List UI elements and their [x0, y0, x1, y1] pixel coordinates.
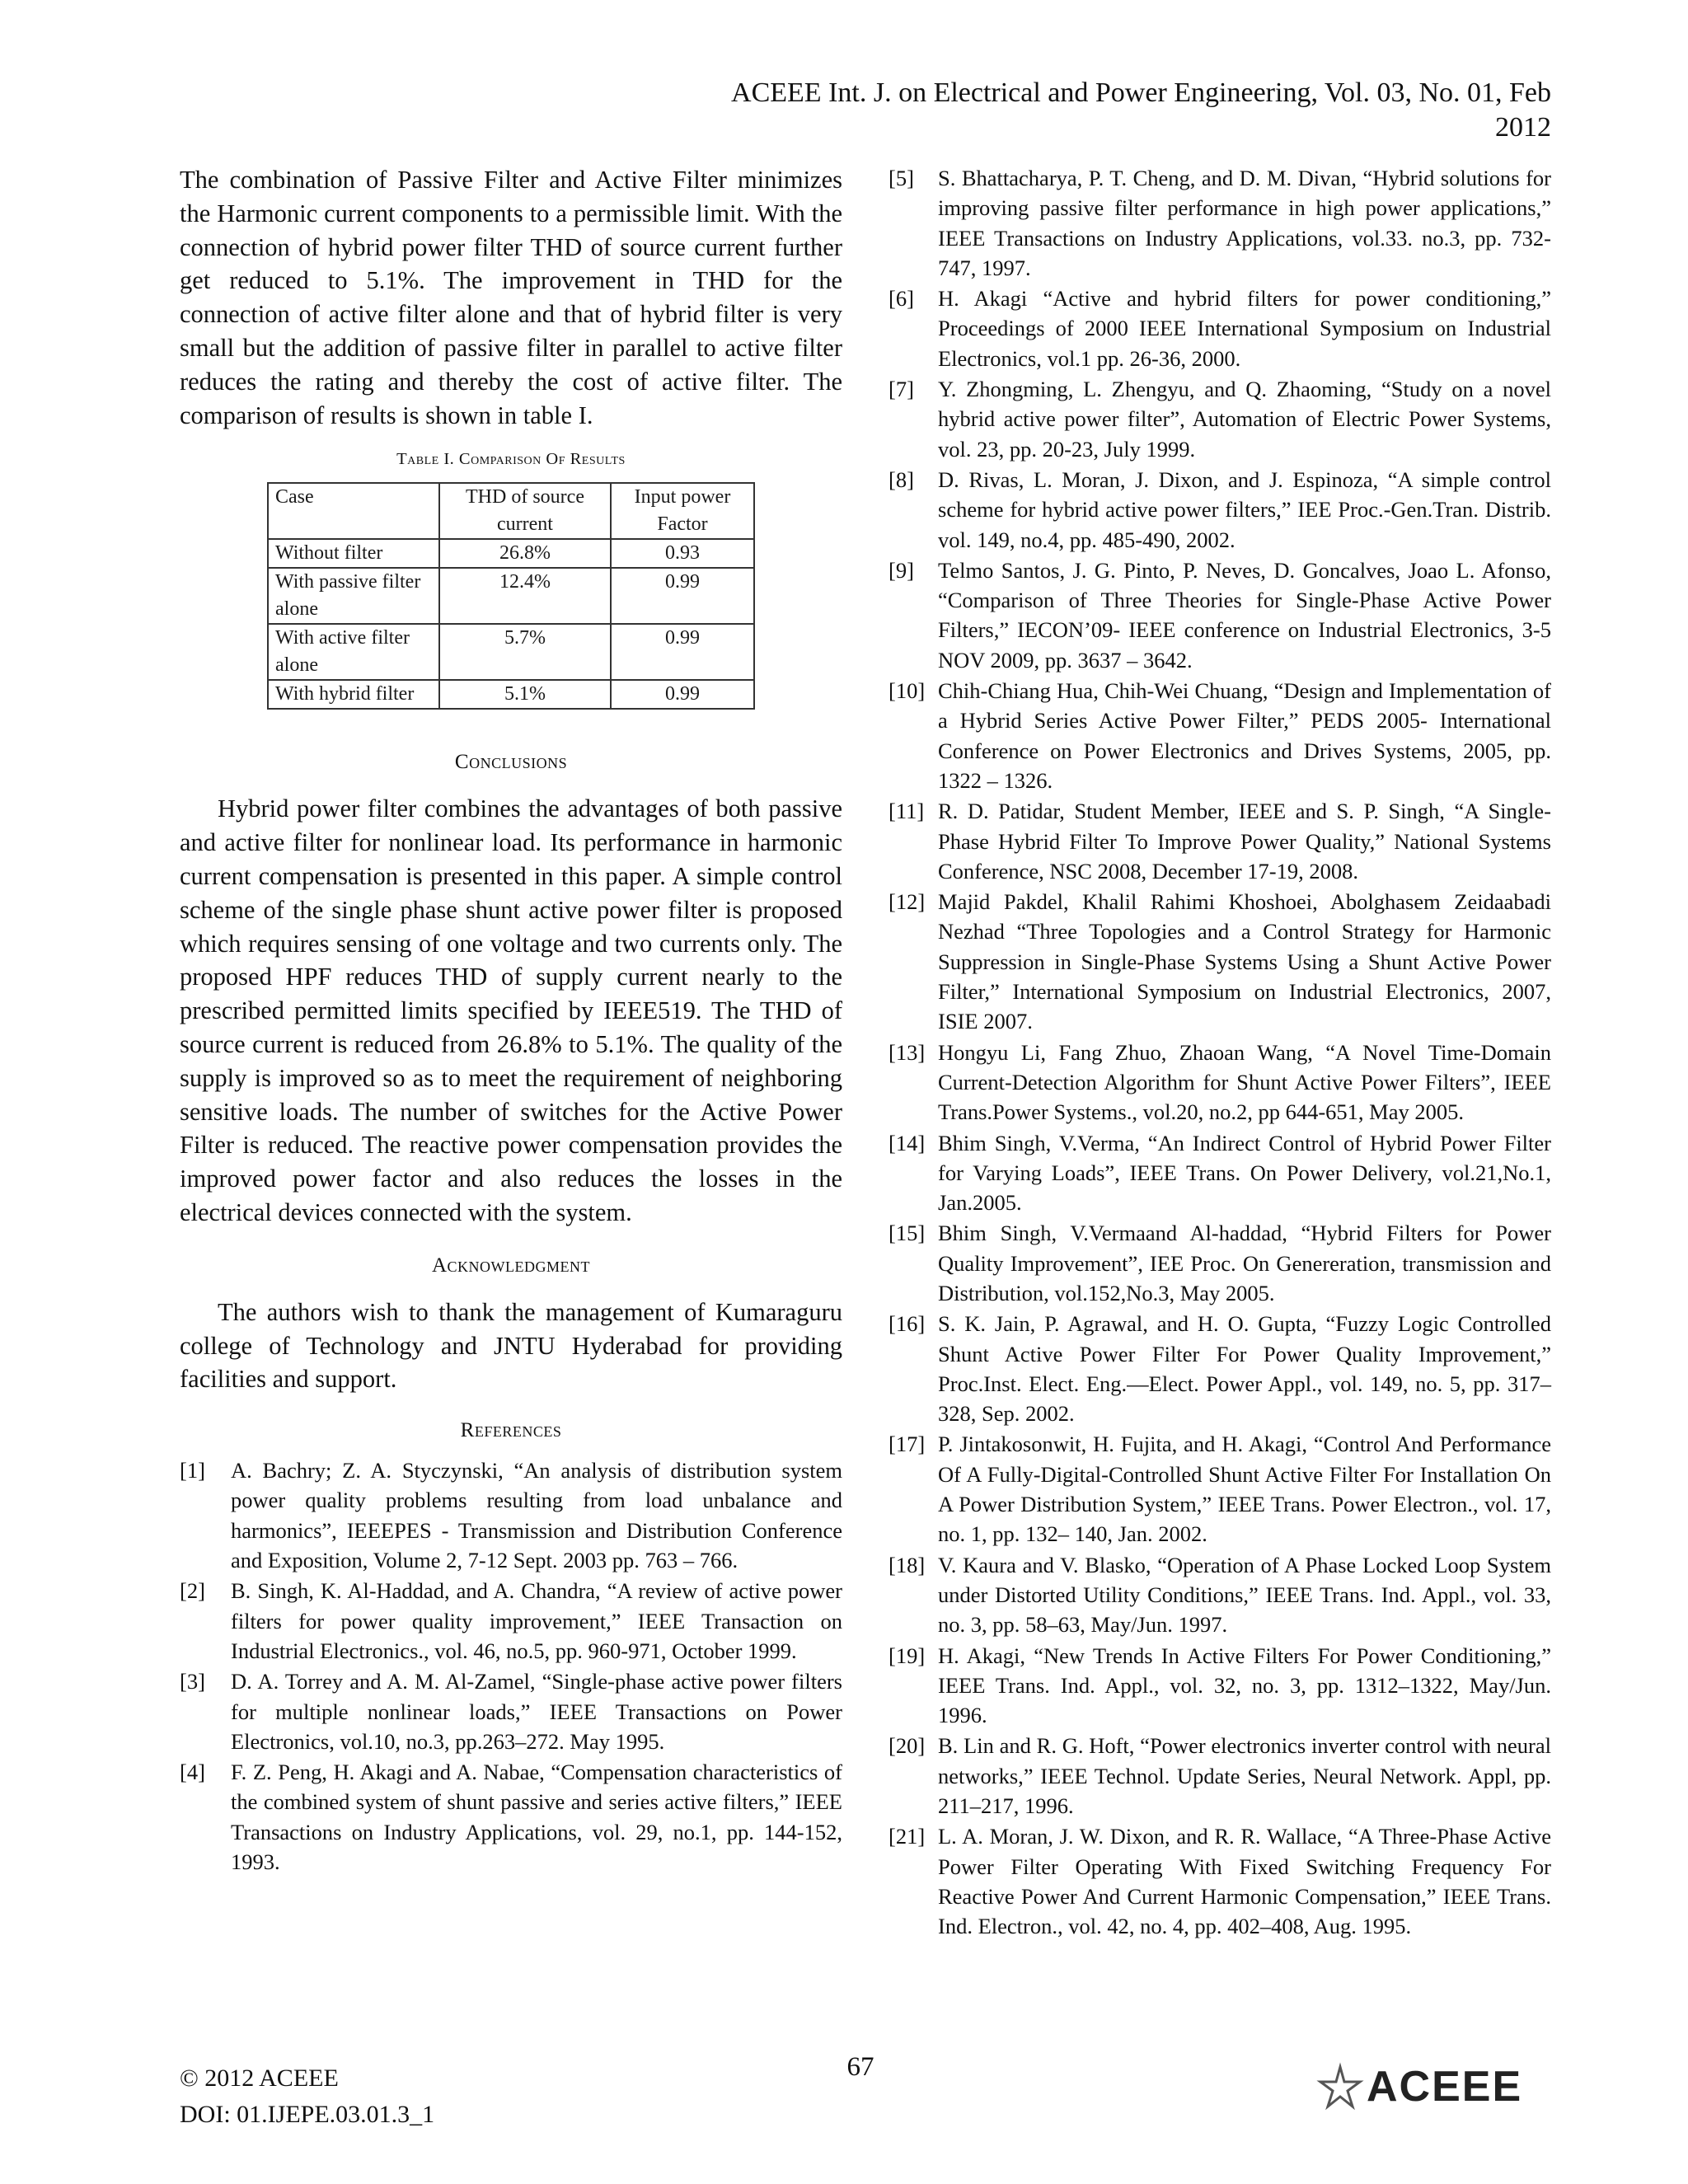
table-cell: 0.99 — [611, 624, 754, 680]
table-cell: 12.4% — [439, 568, 611, 624]
table-row — [268, 568, 754, 624]
acknowledgment-paragraph: The authors wish to thank the management of Kumaraguru college of Technology and JNTU Hyderabad for providing facilities and support. — [180, 1297, 842, 1394]
conclusions-paragraph: Hybrid power filter combines the advantages of both passive and active filter for nonlinear load. Its performance in harmonic current compensation is presented in this paper. A simple control scheme of the single phase shunt active power filter is proposed which requires sensing of one voltage and two currents only. The proposed HPF reduces THD of supply current nearly to the prescribed permitted limits specified by IEEE519. The THD of source current is reduced from 26.8% to 5.1%. The quality of the supply is improved so as to meet the requirement of neighboring sensitive loads. The number of switches for the Active Power Filter is reduced. The reactive power compensation provides the improved power factor and also reduces the losses in the electrical devices connected with the system. — [180, 794, 842, 1226]
table-row — [268, 539, 754, 568]
table-cell: With passive filter alone — [268, 568, 439, 624]
reference-text: H. Akagi “Active and hybrid filters for power conditioning,” Proceedings of 2000 IEEE International Symposium on Industrial Electronics, vol.1 pp. 26-36, 2000. — [938, 286, 1551, 371]
reference-text: Chih-Chiang Hua, Chih-Wei Chuang, “Design and Implementation of a Hybrid Series Active Power Filter,” PEDS 2005- International Conference on Power Electronics and Drives Systems, 2005, pp. 1322 – 1326. — [938, 678, 1551, 793]
reference-text: D. A. Torrey and A. M. Al-Zamel, “Single-phase active power filters for multiple nonlinear loads,” IEEE Transactions on Power Electronics, vol.10, no.3, pp.263–272. May 1995. — [231, 1669, 842, 1754]
table-header-cell: Case — [268, 483, 439, 539]
reference-text: L. A. Moran, J. W. Dixon, and R. R. Wallace, “A Three-Phase Active Power Filter Operating With Fixed Switching Frequency For Reactive Power And Current Harmonic Compensation,” IEEE Trans. Ind. Electron., vol. 42, no. 4, pp. 402–408, Aug. 1995. — [938, 1824, 1551, 1939]
reference-number: [16] — [889, 1311, 926, 1337]
reference-number: [18] — [889, 1552, 926, 1577]
reference-item — [180, 1757, 842, 1877]
left-column — [180, 163, 842, 1877]
conclusions-heading: Conclusions — [454, 751, 568, 774]
reference-text: A. Bachry; Z. A. Styczynski, “An analysis of distribution system power quality problems resulting from load unbalance and harmonics”, IEEEPES - Transmission and Distribution Conference and Exposition, Volume 2, 7-12 Sept. 2003 pp. 763 – 766. — [231, 1458, 842, 1573]
reference-text: P. Jintakosonwit, H. Fujita, and H. Akagi, “Control And Performance Of A Fully-Digital-Controlled Shunt Active Filter For Installation On A Power Distribution System,” IEEE Trans. Power Electron., vol. 17, no. 1, pp. 132– 140, Jan. 2002. — [938, 1432, 1551, 1547]
reference-number: [17] — [889, 1432, 926, 1457]
reference-item — [889, 1731, 1551, 1821]
reference-number: [1] — [180, 1458, 205, 1483]
reference-text: S. K. Jain, P. Agrawal, and H. O. Gupta, “Fuzzy Logic Controlled Shunt Active Power Filter For Power Quality Improvement,” Proc.Inst. Elect. Eng.—Elect. Power Appl., vol. 149, no. 5, pp. 317–328, Sep. 2002. — [938, 1311, 1551, 1427]
table-cell: With hybrid filter — [268, 680, 439, 709]
reference-number: [7] — [889, 377, 914, 402]
reference-item — [180, 1666, 842, 1756]
reference-item — [889, 1550, 1551, 1640]
copyright-text: © 2012 ACEEE — [180, 2064, 339, 2092]
page-number: 67 — [846, 2052, 874, 2082]
aceee-logo — [1315, 2060, 1554, 2110]
reference-number: [11] — [889, 799, 925, 824]
reference-text: S. Bhattacharya, P. T. Cheng, and D. M. Divan, “Hybrid solutions for improving passive filter performance in high power applications,” IEEE Transactions on Industry Applications, vol.33. no.3, pp. 732-747, 1997. — [938, 166, 1551, 280]
reference-text: Majid Pakdel, Khalil Rahimi Khoshoei, Abolghasem Zeidaabadi Nezhad “Three Topologies and a Control Strategy for Harmonic Suppression in Single-Phase Systems Using a Shunt Active Power Filter,” International Symposium on Industrial Electronics, 2007, ISIE 2007. — [938, 889, 1551, 1034]
reference-item — [889, 465, 1551, 555]
reference-text: Telmo Santos, J. G. Pinto, P. Neves, D. Goncalves, Joao L. Afonso, “Comparison of Three Theories for Single-Phase Active Power Filters,” IECON’09- IEEE conference on Industrial Electronics, 3-5 NOV 2009, pp. 3637 – 3642. — [938, 557, 1551, 673]
table-header-row — [268, 483, 754, 539]
reference-number: [20] — [889, 1733, 926, 1759]
reference-text: Bhim Singh, V.Verma, “An Indirect Control of Hybrid Power Filter for Varying Loads”, IEEE Trans. On Power Delivery, vol.21,No.1, Jan.2005. — [938, 1130, 1551, 1216]
reference-number: [6] — [889, 286, 914, 312]
reference-item — [180, 1576, 842, 1666]
reference-text: Bhim Singh, V.Vermaand Al-haddad, “Hybrid Filters for Power Quality Improvement”, IEE Proc. On Genereration, transmission and Distribution, vol.152,No.3, May 2005. — [938, 1221, 1551, 1305]
table-cell: 0.99 — [611, 568, 754, 624]
references-heading: References — [460, 1419, 562, 1442]
reference-number: [9] — [889, 557, 914, 583]
reference-number: [14] — [889, 1130, 926, 1155]
acknowledgment-heading: Acknowledgment — [431, 1254, 591, 1277]
reference-item — [889, 1821, 1551, 1941]
reference-number: [21] — [889, 1824, 926, 1849]
reference-item — [889, 1309, 1551, 1428]
doi-text: DOI: 01.IJEPE.03.01.3_1 — [180, 2101, 435, 2128]
reference-number: [4] — [180, 1760, 205, 1785]
table-cell: 0.93 — [611, 539, 754, 568]
star-icon — [1315, 2062, 1365, 2111]
table-row — [268, 624, 754, 680]
reference-number: [13] — [889, 1039, 926, 1065]
logo-wordmark: ACEEE — [1367, 2063, 1523, 2111]
reference-text: B. Lin and R. G. Hoft, “Power electronics inverter control with neural networks,” IEEE Technol. Update Series, Neural Network. Appl, pp. 211–217, 1996. — [938, 1733, 1551, 1819]
journal-header: ACEEE Int. J. on Electrical and Power Engineering, Vol. 03, No. 01, Feb 2012 — [731, 77, 1551, 143]
reference-text: R. D. Patidar, Student Member, IEEE and S. P. Singh, “A Single-Phase Hybrid Filter To Improve Power Quality,” National Systems Conference, NSC 2008, December 17-19, 2008. — [938, 799, 1551, 883]
results-table — [267, 482, 755, 710]
reference-text: Hongyu Li, Fang Zhuo, Zhaoan Wang, “A Novel Time-Domain Current-Detection Algorithm for Shunt Active Power Filters”, IEEE Trans.Power Systems., vol.20, no.2, pp 644-651, May 2005. — [938, 1039, 1551, 1125]
intro-paragraph: The combination of Passive Filter and Active Filter minimizes the Harmonic current components to a permissible limit. With the connection of hybrid power filter THD of source current further get reduced to 5.1%. The improvement in THD for the connection of active filter alone and that of hybrid filter is very small but the addition of passive filter in parallel to active filter reduces the rating and thereby the cost of active filter. The comparison of results is shown in table I. — [180, 166, 842, 429]
reference-text: H. Akagi, “New Trends In Active Filters For Power Conditioning,” IEEE Trans. Ind. Appl., vol. 32, no. 3, pp. 1312–1322, May/Jun. 1996. — [938, 1643, 1551, 1728]
reference-text: F. Z. Peng, H. Akagi and A. Nabae, “Compensation characteristics of the combined system of shunt passive and series active filters,” IEEE Transactions on Industry Applications, vol. 29, no.1, pp. 144-152, 1993. — [231, 1760, 842, 1874]
reference-item — [889, 1038, 1551, 1127]
table-caption: Table I. Comparison Of Results — [396, 450, 626, 469]
reference-item — [889, 676, 1551, 795]
reference-item — [889, 555, 1551, 675]
reference-item — [889, 374, 1551, 464]
reference-text: B. Singh, K. Al-Haddad, and A. Chandra, “A review of active power filters for power quality improvement,” IEEE Transaction on Industrial Electronics., vol. 46, no.5, pp. 960-971, October 1999. — [231, 1578, 842, 1663]
table-cell: 26.8% — [439, 539, 611, 568]
reference-number: [3] — [180, 1669, 205, 1694]
references-list-left — [180, 1455, 842, 1877]
reference-number: [15] — [889, 1221, 926, 1246]
reference-number: [10] — [889, 678, 926, 704]
reference-number: [5] — [889, 166, 914, 190]
table-row — [268, 680, 754, 709]
right-column — [889, 163, 1551, 1943]
reference-number: [12] — [889, 889, 926, 915]
references-list-right — [889, 163, 1551, 1942]
reference-text: V. Kaura and V. Blasko, “Operation of A Phase Locked Loop System under Distorted Utility Conditions,” IEEE Trans. Ind. Appl., vol. 33, no. 3, pp. 58–63, May/Jun. 1997. — [938, 1552, 1551, 1638]
reference-item — [889, 163, 1551, 283]
reference-item — [889, 1218, 1551, 1308]
reference-number: [8] — [889, 466, 914, 492]
reference-number: [19] — [889, 1643, 926, 1668]
reference-item — [889, 1641, 1551, 1731]
reference-number: [2] — [180, 1578, 205, 1604]
reference-item — [889, 284, 1551, 373]
table-cell: 5.7% — [439, 624, 611, 680]
reference-item — [889, 1429, 1551, 1549]
reference-text: D. Rivas, L. Moran, J. Dixon, and J. Espinoza, “A simple control scheme for hybrid active power filters,” IEE Proc.-Gen.Tran. Distrib. vol. 149, no.4, pp. 485-490, 2002. — [938, 466, 1551, 552]
reference-item — [889, 887, 1551, 1036]
table-cell: Without filter — [268, 539, 439, 568]
reference-item — [889, 1128, 1551, 1218]
table-cell: 0.99 — [611, 680, 754, 709]
table-cell: 5.1% — [439, 680, 611, 709]
table-cell: With active filter alone — [268, 624, 439, 680]
table-header-cell: THD of source current — [439, 483, 611, 539]
table-header-cell: Input power Factor — [611, 483, 754, 539]
reference-item — [180, 1455, 842, 1575]
reference-text: Y. Zhongming, L. Zhengyu, and Q. Zhaoming, “Study on a novel hybrid active power filter”, Automation of Electric Power Systems, vol. 23, pp. 20-23, July 1999. — [938, 377, 1551, 462]
footer-left — [180, 2060, 592, 2133]
reference-item — [889, 796, 1551, 886]
